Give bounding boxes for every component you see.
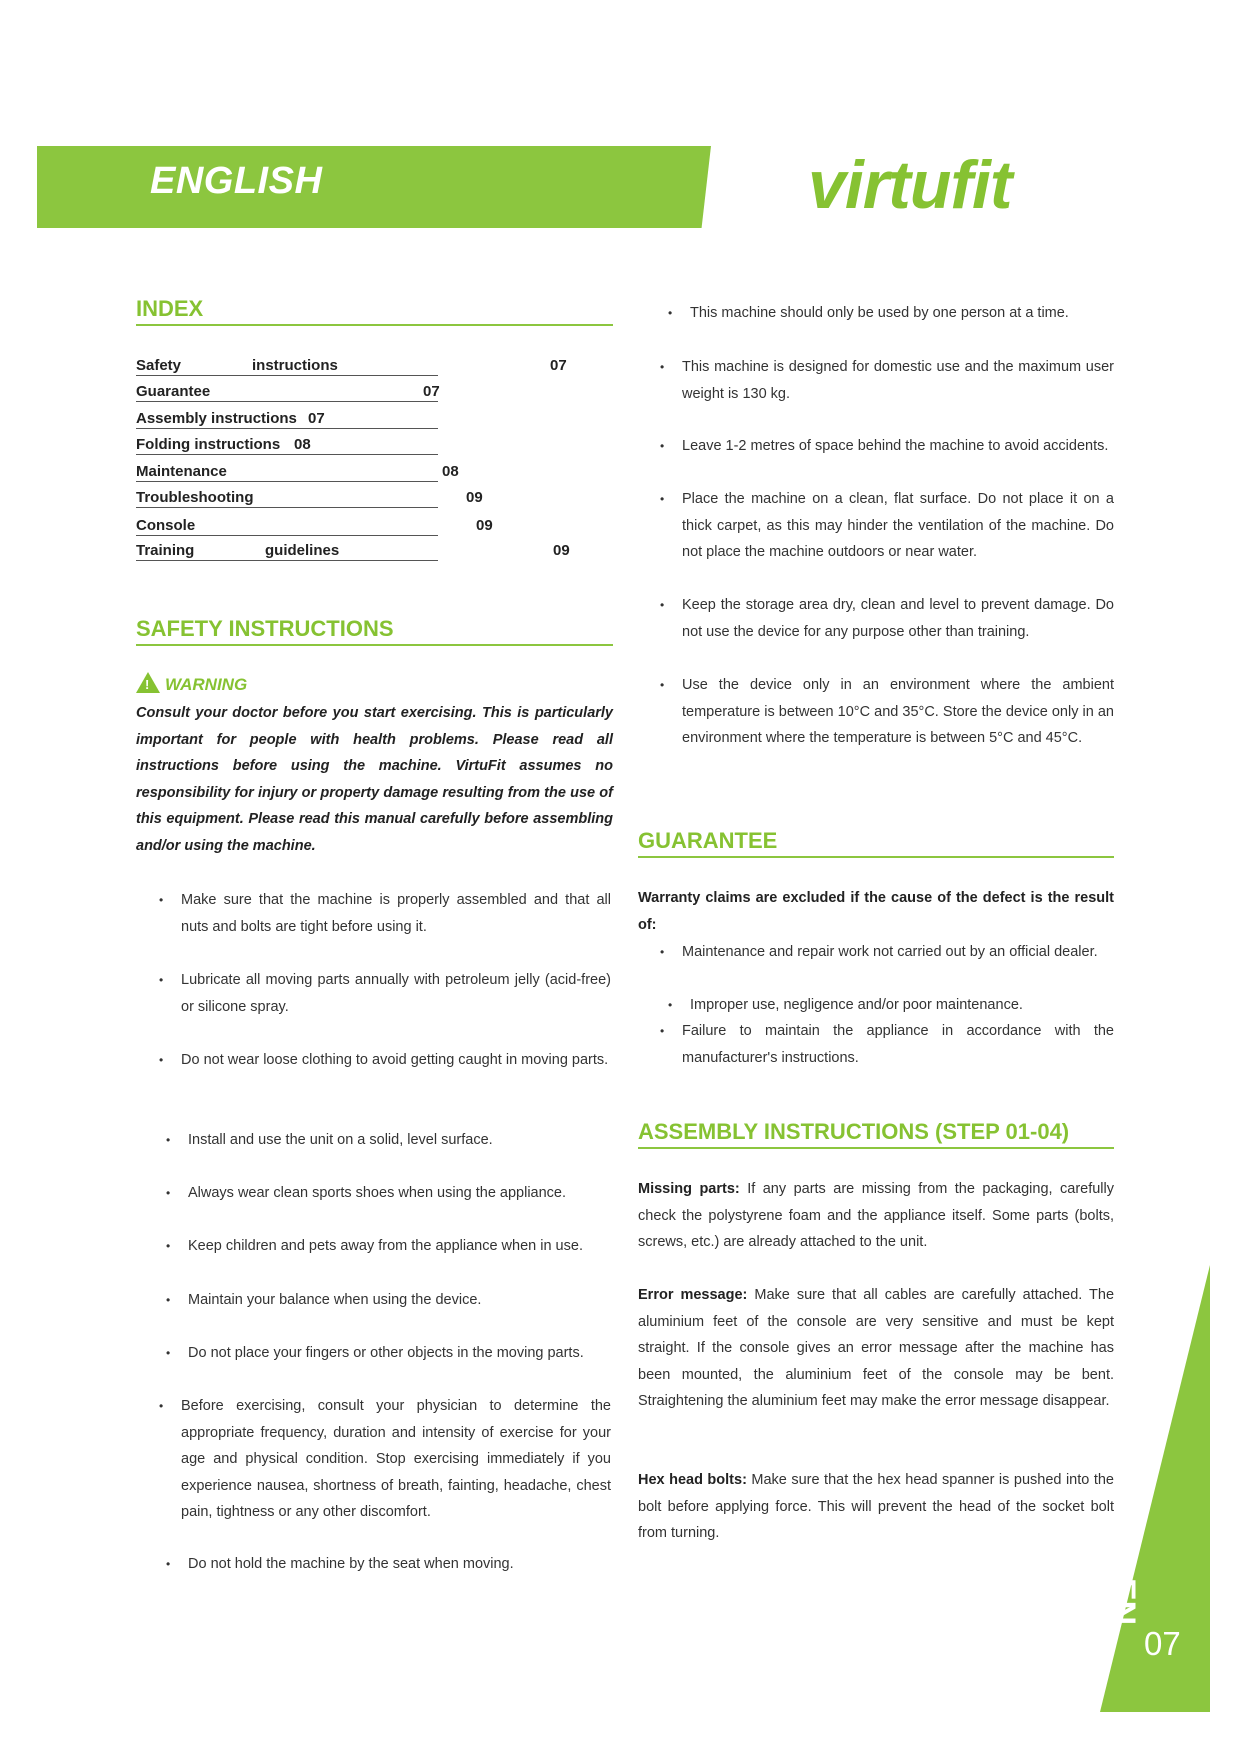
list-item: • Do not place your fingers or other objects in the moving parts. bbox=[188, 1340, 611, 1367]
bullet-icon: • bbox=[660, 439, 665, 453]
index-item-page: 08 bbox=[294, 436, 311, 453]
guarantee-intro: Warranty claims are excluded if the cause of the defect is the result of: bbox=[638, 890, 1114, 933]
bullet-icon: • bbox=[660, 598, 665, 612]
index-item-page: 07 bbox=[550, 357, 567, 374]
index-underline bbox=[136, 428, 438, 429]
index-item-label: Safety bbox=[136, 357, 182, 374]
bullet-icon: • bbox=[166, 1557, 171, 1571]
warning-text: Consult your doctor before you start exercising. This is particularly important for people with health problems. Please read all instructions before using the machine. VirtuFit assumes no responsibility for injury or property damage resulting from the use of this equipment. Please read this manual carefully before assembling and/or using the machine. bbox=[136, 705, 613, 854]
index-underline bbox=[136, 535, 438, 536]
index-item-page: 08 bbox=[442, 463, 459, 480]
index-item-label: Folding instructions bbox=[136, 436, 281, 453]
list-item: • Keep children and pets away from the appliance when in use. bbox=[188, 1233, 611, 1260]
index-item[interactable] bbox=[136, 410, 325, 430]
assembly-hex-bolts: Hex head bolts: Make sure that the hex head spanner is pushed into the bolt before applying force. This will prevent the head of the socket bolt from turning. bbox=[638, 1472, 1114, 1541]
bullet-icon: • bbox=[660, 945, 665, 959]
bullet-icon: • bbox=[166, 1186, 171, 1200]
header-banner bbox=[37, 146, 711, 228]
bullet-icon: • bbox=[159, 1399, 164, 1413]
index-underline bbox=[136, 375, 438, 376]
index-item[interactable] bbox=[136, 357, 567, 377]
index-item-page: 07 bbox=[308, 410, 325, 427]
index-underline bbox=[136, 454, 438, 455]
guarantee-heading: GUARANTEE bbox=[638, 828, 1114, 858]
list-item: • Before exercising, consult your physician to determine the appropriate frequency, duration and intensity of exercise for your age and physical condition. Stop exercising immediately if you experience nausea, shortness of breath, fainting, headache, chest pain, tightness or any other discomfort. bbox=[181, 1393, 611, 1526]
warning-label-text: WARNING bbox=[165, 675, 248, 694]
list-item: • Failure to maintain the appliance in accordance with the manufacturer's instructions. bbox=[682, 1018, 1114, 1071]
index-underline bbox=[136, 401, 438, 402]
index-underline bbox=[136, 507, 438, 508]
bullet-icon: • bbox=[159, 973, 164, 987]
list-item: • Install and use the unit on a solid, level surface. bbox=[188, 1127, 611, 1154]
index-item-label: Maintenance bbox=[136, 463, 227, 480]
page-number: 07 bbox=[1144, 1625, 1181, 1662]
list-item: • Do not wear loose clothing to avoid getting caught in moving parts. bbox=[181, 1047, 611, 1074]
index-item-label: Training bbox=[136, 542, 195, 559]
bullet-icon: • bbox=[166, 1293, 171, 1307]
index-item-label-2: instructions bbox=[252, 357, 338, 374]
bullet-icon: • bbox=[660, 492, 665, 506]
bullet-icon: • bbox=[668, 306, 673, 320]
list-item: • Maintenance and repair work not carried out by an official dealer. bbox=[682, 939, 1114, 966]
bullet-icon: • bbox=[166, 1346, 171, 1360]
index-item-page: 09 bbox=[553, 542, 570, 559]
list-item: • Use the device only in an environment where the ambient temperature is between 10°C and 35°C. Store the device only in an environment where the temperature is between 5°C and 45°C. bbox=[682, 672, 1114, 752]
index-item-label: Troubleshooting bbox=[136, 489, 254, 506]
index-item[interactable] bbox=[136, 517, 493, 537]
list-item: • This machine should only be used by one person at a time. bbox=[690, 300, 1114, 327]
index-item-page: 09 bbox=[476, 517, 493, 534]
index-item[interactable] bbox=[136, 383, 440, 403]
index-item[interactable] bbox=[136, 489, 483, 509]
index-underline bbox=[136, 481, 438, 482]
bullet-icon: • bbox=[660, 1024, 665, 1038]
assembly-error-message: Error message: Make sure that all cables are carefully attached. The aluminium feet of the console are very sensitive and must be kept straight. If the console gives an error message after the machine has been mounted, the aluminium feet of the console may be bent. Straightening the aluminium feet may make the error message disappear. bbox=[638, 1287, 1115, 1409]
index-item[interactable] bbox=[136, 463, 459, 483]
bullet-icon: • bbox=[660, 360, 665, 374]
brand-logo: virtufit bbox=[808, 147, 1012, 223]
list-item: • Always wear clean sports shoes when using the appliance. bbox=[188, 1180, 611, 1207]
list-item: • This machine is designed for domestic use and the maximum user weight is 130 kg. bbox=[682, 354, 1114, 407]
list-item: • Do not hold the machine by the seat when moving. bbox=[188, 1551, 611, 1578]
bullet-icon: • bbox=[660, 678, 665, 692]
warning-icon: ! bbox=[136, 672, 160, 693]
index-item-label: Guarantee bbox=[136, 383, 211, 400]
index-heading: INDEX bbox=[136, 296, 613, 326]
bullet-icon: • bbox=[159, 1053, 164, 1067]
safety-heading: SAFETY INSTRUCTIONS bbox=[136, 616, 613, 646]
index-item-page: 09 bbox=[466, 489, 483, 506]
bullet-icon: • bbox=[166, 1133, 171, 1147]
index-underline bbox=[136, 560, 438, 561]
index-item-page: 07 bbox=[423, 383, 440, 400]
bullet-icon: • bbox=[668, 998, 673, 1012]
index-item[interactable] bbox=[136, 436, 311, 456]
list-item: • Leave 1-2 metres of space behind the machine to avoid accidents. bbox=[682, 433, 1114, 460]
list-item: • Keep the storage area dry, clean and level to prevent damage. Do not use the device for any purpose other than training. bbox=[682, 592, 1114, 645]
bullet-icon: • bbox=[166, 1239, 171, 1253]
index-item[interactable] bbox=[136, 542, 570, 562]
index-item-label: Assembly instructions bbox=[136, 410, 297, 427]
list-item: • Maintain your balance when using the device. bbox=[188, 1287, 611, 1314]
index-item-label: Console bbox=[136, 517, 196, 534]
warning-label bbox=[136, 672, 247, 695]
side-tab-language: EN bbox=[1104, 1578, 1142, 1626]
list-item: • Place the machine on a clean, flat surface. Do not place it on a thick carpet, as this may hinder the ventilation of the machine. Do not place the machine outdoors or near water. bbox=[682, 486, 1114, 566]
page-language-title: ENGLISH bbox=[150, 160, 323, 202]
list-item: • Make sure that the machine is properly assembled and that all nuts and bolts are tight before using it. bbox=[181, 887, 611, 940]
bullet-icon: • bbox=[159, 893, 164, 907]
list-item: • Lubricate all moving parts annually with petroleum jelly (acid-free) or silicone spray. bbox=[181, 967, 611, 1020]
list-item: • Improper use, negligence and/or poor maintenance. bbox=[690, 992, 1114, 1019]
assembly-missing-parts: Missing parts: If any parts are missing from the packaging, carefully check the polystyrene foam and the appliance itself. Some parts (bolts, screws, etc.) are already attached to the unit. bbox=[638, 1181, 1114, 1250]
assembly-heading: ASSEMBLY INSTRUCTIONS (STEP 01-04) bbox=[638, 1119, 1114, 1149]
index-item-label-2: guidelines bbox=[265, 542, 340, 559]
